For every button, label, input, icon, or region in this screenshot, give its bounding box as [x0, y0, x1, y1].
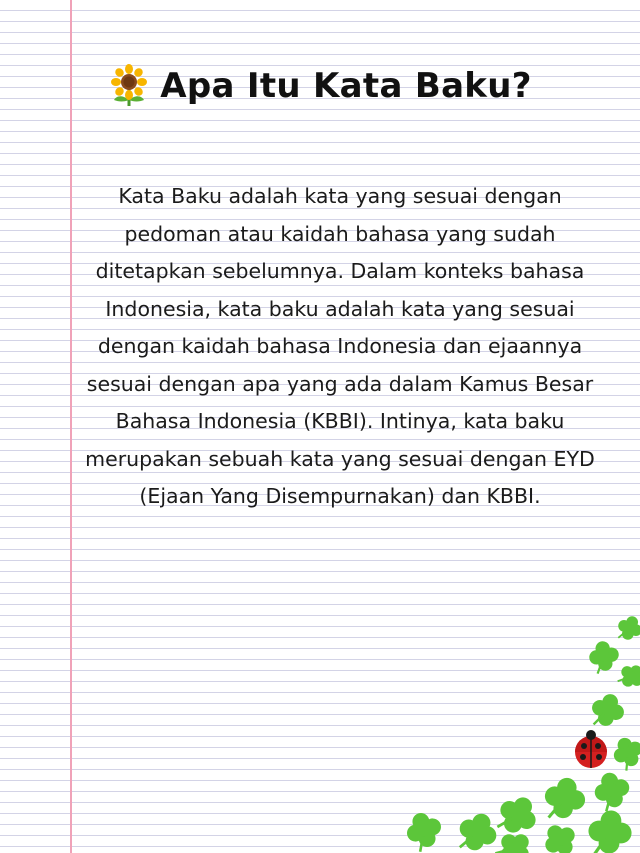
clover-icon: [402, 808, 448, 853]
page-title: [0, 64, 640, 108]
clover-icon: [537, 817, 583, 853]
clover-icon: [591, 769, 635, 814]
clover-icon: [453, 808, 502, 853]
clover-icon: [491, 789, 544, 843]
clover-icon: [586, 809, 633, 853]
clover-icon: [491, 825, 538, 853]
clover-icon: [614, 612, 640, 645]
clover-icon: [588, 690, 628, 732]
sunflower-icon: [108, 64, 150, 108]
title-text: Apa Itu Kata Baku?: [160, 66, 532, 106]
definition-paragraph: Kata Baku adalah kata yang sesuai dengan pedoman atau kaidah bahasa yang sudah ditetapkan sebelumnya. Dalam konteks bahasa Indonesia, kata baku adalah kata yang sesuai dengan kaidah bahasa Indonesia dan ejaannya sesuai dengan apa yang ada dalam Kamus Besar Bahasa Indonesia (KBBI). Intinya, kata baku merupakan sebuah kata yang sesuai dengan EYD (Ejaan Yang Disempurnakan) dan KBBI.: [85, 184, 595, 508]
clover-icon: [614, 659, 640, 694]
clover-icon: [587, 639, 622, 675]
ladybug-icon: [575, 730, 607, 768]
clover-icon: [541, 775, 588, 824]
clover-icon: [608, 732, 640, 773]
